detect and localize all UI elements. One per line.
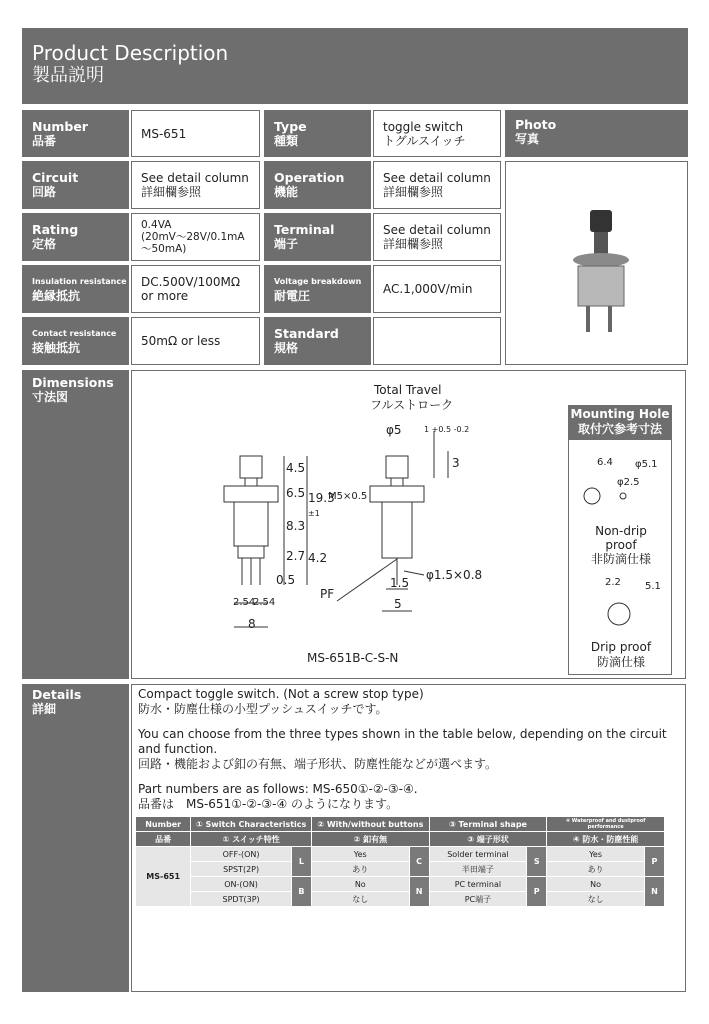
rating-value-1: 0.4VA: [141, 219, 172, 231]
table-cell: PC terminal: [429, 877, 527, 892]
voltage-value: [373, 265, 501, 313]
circuit-value-en: See detail column: [141, 171, 249, 185]
details-p3: You can choose from the three types shown in the table below, depending on the circuit: [138, 727, 667, 741]
standard-label-en: Standard: [274, 326, 339, 341]
mounting-hole-header: [568, 405, 672, 439]
terminal-label-jp: 端子: [274, 237, 299, 251]
part-number-table: [135, 816, 665, 907]
dim-pf: PF: [320, 587, 335, 601]
dim-6-5: 6.5: [286, 486, 306, 500]
number-value-text: MS-651: [141, 126, 187, 141]
dim-m5: M5×0.5: [328, 491, 368, 502]
th-waterproof-jp: ④ 防水・防塵性能: [547, 832, 665, 847]
operation-value: [373, 161, 501, 209]
table-code: P: [527, 877, 547, 907]
number-label: [22, 110, 129, 157]
th-terminal-jp: ③ 端子形状: [429, 832, 547, 847]
circuit-label: [22, 161, 129, 209]
nondrip-en: Non-drip: [595, 524, 647, 538]
dim-19-3-tol: ±1: [308, 509, 320, 518]
th-number-jp: 品番: [136, 832, 191, 847]
dim-3: 3: [452, 456, 460, 470]
dim-5: 5: [394, 597, 402, 611]
photo-box: [505, 161, 688, 365]
page-title-jp: 製品説明: [32, 65, 104, 86]
details-label-en: Details: [32, 687, 82, 702]
details-label: [22, 684, 129, 992]
table-code: C: [409, 847, 429, 877]
photo-pin-2: [608, 306, 612, 332]
table-cell: No: [547, 877, 645, 892]
table-cell: SPST(2P): [191, 862, 292, 877]
left-stem-outline: [245, 478, 257, 486]
mid-button-outline: [386, 456, 408, 478]
circuit-value-jp: 詳細欄参照: [141, 185, 202, 199]
photo-label: [505, 110, 688, 157]
dimensions-label-en: Dimensions: [32, 375, 114, 390]
operation-value-jp: 詳細欄参照: [383, 185, 444, 199]
mounting-hole-box: [568, 439, 672, 675]
rating-label-en: Rating: [32, 222, 79, 237]
voltage-label: [264, 265, 371, 313]
table-cell: SPDT(3P): [191, 892, 292, 907]
th-switch: ① Switch Characteristics: [191, 817, 312, 832]
left-base-outline: [238, 546, 264, 558]
operation-label: [264, 161, 371, 209]
left-body-outline: [234, 502, 268, 546]
details-p7: 品番は MS-651①-②-③-④ のようになります。: [138, 797, 399, 811]
details-p1: Compact toggle switch. (Not a screw stop type): [138, 687, 424, 701]
table-cell: PC端子: [429, 892, 527, 907]
switch-photo: [506, 162, 687, 364]
terminal-value: [373, 213, 501, 261]
left-nut-outline: [224, 486, 278, 502]
table-cell: なし: [547, 892, 645, 907]
nondrip-en-2: proof: [605, 538, 637, 552]
contact-label-jp: 接触抵抗: [32, 341, 81, 355]
terminal-value-jp: 詳細欄参照: [383, 237, 444, 251]
table-code: L: [291, 847, 311, 877]
photo-pin-1: [586, 306, 590, 332]
dim-1-5: 1.5: [390, 576, 410, 590]
table-cell: Solder terminal: [429, 847, 527, 862]
table-row: [136, 847, 665, 862]
insulation-value-1: DC.500V/100MΩ: [141, 275, 241, 289]
standard-label: [264, 317, 371, 365]
nondrip-jp: 非防滴仕様: [590, 552, 651, 566]
photo-button: [590, 210, 612, 232]
circuit-label-jp: 回路: [32, 185, 57, 199]
dim-19-3: 19.3: [308, 491, 335, 505]
dim-2-54-b: 2.54: [253, 597, 276, 608]
pf-leader: [337, 559, 397, 601]
number-value: [131, 110, 260, 157]
mh-2-2: 2.2: [605, 577, 621, 588]
dim-8-3: 8.3: [286, 519, 306, 533]
terminal-label-en: Terminal: [274, 222, 335, 237]
details-p2: 防水・防塵仕様の小型プッシュスイッチです。: [138, 702, 388, 716]
standard-value: [373, 317, 501, 365]
table-row: [136, 892, 665, 907]
details-p5: 回路・機能および釦の有無、端子形状、防塵性能などが選べます。: [138, 757, 498, 771]
mid-body-outline: [382, 502, 412, 558]
dim-4-5: 4.5: [286, 461, 306, 475]
number-label-en: Number: [32, 118, 88, 134]
th-terminal: ③ Terminal shape: [429, 817, 547, 832]
table-header-row: [136, 817, 665, 832]
dim-2-54-a: 2.54: [233, 597, 256, 608]
photo-label-en: Photo: [515, 117, 557, 132]
voltage-label-en: Voltage breakdown: [274, 277, 362, 286]
mh-phi2-5: φ2.5: [617, 477, 640, 488]
type-value-jp: トグルスイッチ: [383, 133, 466, 148]
insulation-label-en: Insulation resistance: [32, 277, 127, 286]
contact-label-en: Contact resistance: [32, 329, 117, 338]
page-header: [22, 28, 688, 104]
voltage-value-text: AC.1,000V/min: [383, 282, 473, 296]
mounting-hole-en: Mounting Hole: [570, 407, 670, 421]
dim-phi5: φ5: [386, 423, 402, 437]
insulation-label: [22, 265, 129, 313]
table-code: N: [409, 877, 429, 907]
operation-label-jp: 機能: [274, 185, 299, 199]
pin-leader: [404, 571, 424, 575]
dimensions-label-jp: 寸法図: [32, 390, 69, 404]
table-cell: あり: [547, 862, 645, 877]
type-label-jp: 種類: [274, 133, 299, 148]
insulation-value-2: or more: [141, 289, 189, 303]
standard-label-jp: 規格: [274, 341, 299, 355]
terminal-value-en: See detail column: [383, 223, 491, 237]
mounting-hole-jp: 取付穴参考寸法: [577, 422, 662, 436]
photo-label-jp: 写真: [515, 132, 540, 146]
dim-model: MS-651B-C-S-N: [307, 651, 399, 665]
table-code: B: [291, 877, 311, 907]
left-button-outline: [240, 456, 262, 478]
operation-value-en: See detail column: [383, 171, 491, 185]
rating-label-jp: 定格: [32, 237, 57, 251]
dim-0-5: 0.5: [276, 573, 296, 587]
table-cell: ON-(ON): [191, 877, 292, 892]
type-value: [373, 110, 501, 157]
insulation-value: [131, 265, 260, 313]
voltage-label-jp: 耐電圧: [274, 289, 311, 303]
details-box: [131, 684, 686, 992]
mh-phi5-1: φ5.1: [635, 459, 658, 470]
th-switch-jp: ① スイッチ特性: [191, 832, 312, 847]
mh-6-4: 6.4: [597, 457, 613, 468]
type-value-en: toggle switch: [383, 119, 464, 134]
circuit-label-en: Circuit: [32, 170, 79, 185]
circuit-value: [131, 161, 260, 209]
dim-tolerance: 1 +0.5 -0.2: [424, 425, 470, 434]
contact-value: [131, 317, 260, 365]
type-label-en: Type: [274, 118, 307, 134]
table-model: MS-651: [136, 847, 191, 907]
rating-value: [131, 213, 260, 261]
table-cell: なし: [311, 892, 409, 907]
table-code: N: [644, 877, 664, 907]
drip-jp: 防滴仕様: [596, 655, 645, 669]
terminal-label: [264, 213, 371, 261]
total-travel-en: Total Travel: [374, 383, 442, 397]
th-waterproof: ④ Waterproof and dustproof performance: [547, 817, 665, 832]
rating-value-2: (20mV～28V/0.1mA: [141, 231, 245, 243]
drip-en: Drip proof: [590, 640, 652, 654]
type-label: [264, 110, 371, 157]
mid-stem-outline: [391, 478, 403, 486]
details-p4: and function.: [138, 742, 218, 756]
table-cell: Yes: [547, 847, 645, 862]
table-row: [136, 877, 665, 892]
table-code: S: [527, 847, 547, 877]
table-cell: あり: [311, 862, 409, 877]
dim-8: 8: [248, 617, 256, 631]
table-cell: Yes: [311, 847, 409, 862]
photo-nut: [573, 253, 629, 267]
th-buttons-jp: ② 釦有無: [311, 832, 429, 847]
mh-5-1: 5.1: [645, 581, 661, 592]
details-p6: Part numbers are as follows: MS-650①-②-③-④.: [138, 782, 418, 796]
rating-value-3: ～50mA): [141, 243, 187, 255]
table-code: P: [644, 847, 664, 877]
th-buttons: ② With/without buttons: [311, 817, 429, 832]
contact-label: [22, 317, 129, 365]
table-cell: No: [311, 877, 409, 892]
table-cell: OFF-(ON): [191, 847, 292, 862]
dim-pin: φ1.5×0.8: [426, 568, 483, 582]
table-cell: 半田端子: [429, 862, 527, 877]
insulation-label-jp: 絶縁抵抗: [32, 289, 81, 303]
mid-nut-outline: [370, 486, 424, 502]
dim-2-7: 2.7: [286, 549, 306, 563]
dimensions-label: [22, 370, 129, 679]
table-header-row-jp: [136, 832, 665, 847]
dim-4-2: 4.2: [308, 551, 328, 565]
rating-label: [22, 213, 129, 261]
th-number: Number: [136, 817, 191, 832]
total-travel-jp: フルストローク: [370, 398, 454, 412]
page-title: Product Description: [32, 41, 229, 65]
contact-value-text: 50mΩ or less: [141, 334, 221, 348]
number-label-jp: 品番: [32, 133, 57, 148]
operation-label-en: Operation: [274, 170, 345, 185]
table-row: [136, 862, 665, 877]
details-label-jp: 詳細: [32, 702, 57, 716]
photo-body: [578, 266, 624, 306]
